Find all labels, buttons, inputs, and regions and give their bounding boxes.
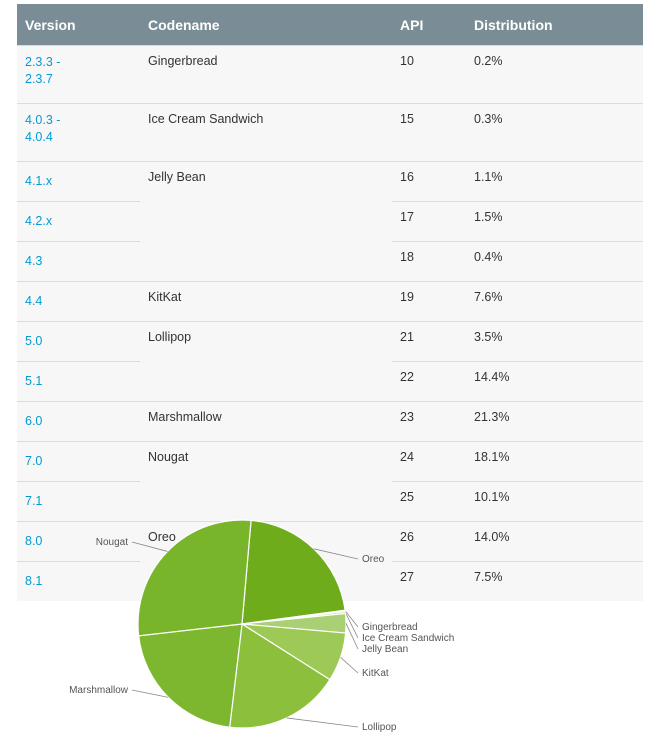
table-row — [17, 362, 643, 402]
api-level-cell: 25 — [392, 482, 466, 522]
version-link[interactable]: 5.0 — [17, 322, 140, 362]
api-level-cell: 21 — [392, 322, 466, 362]
leader-line — [346, 623, 358, 649]
distribution-cell: 0.4% — [466, 242, 643, 282]
codename-cell — [140, 362, 392, 402]
pie-label: Nougat — [95, 537, 128, 548]
version-link[interactable]: 7.0 — [17, 442, 140, 482]
distribution-cell: 3.5% — [466, 322, 643, 362]
distribution-cell: 1.1% — [466, 162, 643, 202]
version-link[interactable]: 4.2.x — [17, 202, 140, 242]
table-row — [17, 202, 643, 242]
version-link[interactable]: 7.1 — [17, 482, 140, 522]
table-row — [17, 104, 643, 162]
api-level-cell: 27 — [392, 562, 466, 602]
distribution-cell: 1.5% — [466, 202, 643, 242]
pie-label: Oreo — [362, 554, 385, 565]
header-api: API — [392, 4, 466, 46]
pie-slice-marshmallow — [139, 624, 242, 727]
distribution-cell: 0.3% — [466, 104, 643, 162]
codename-cell: KitKat — [140, 282, 392, 322]
api-level-cell: 24 — [392, 442, 466, 482]
table-row — [17, 322, 643, 362]
pie-label: Marshmallow — [69, 685, 128, 696]
api-level-cell: 19 — [392, 282, 466, 322]
leader-line — [341, 657, 358, 673]
table-row — [17, 442, 643, 482]
pie-label: Lollipop — [362, 722, 397, 733]
codename-cell — [140, 242, 392, 282]
pie-label: Ice Cream Sandwich — [362, 633, 455, 644]
api-level-cell: 16 — [392, 162, 466, 202]
codename-cell: Lollipop — [140, 322, 392, 362]
distribution-cell: 21.3% — [466, 402, 643, 442]
codename-cell: Ice Cream Sandwich — [140, 104, 392, 162]
version-link[interactable]: 2.3.3 - 2.3.7 — [17, 46, 140, 104]
header-codename: Codename — [140, 4, 392, 46]
distribution-cell: 0.2% — [466, 46, 643, 104]
pie-slice-oreo — [242, 520, 345, 624]
table-row — [17, 282, 643, 322]
version-link[interactable]: 4.4 — [17, 282, 140, 322]
distribution-cell: 18.1% — [466, 442, 643, 482]
table-row — [17, 46, 643, 104]
distribution-cell: 7.6% — [466, 282, 643, 322]
header-version: Version — [17, 4, 140, 46]
api-level-cell: 17 — [392, 202, 466, 242]
pie-label: Gingerbread — [362, 622, 418, 633]
header-distribution: Distribution — [466, 4, 643, 46]
version-link[interactable]: 4.0.3 - 4.0.4 — [17, 104, 140, 162]
codename-cell — [140, 202, 392, 242]
leader-line — [132, 542, 167, 551]
codename-cell: Nougat — [140, 442, 392, 482]
distribution-cell: 14.0% — [466, 522, 643, 562]
pie-label: Jelly Bean — [362, 644, 409, 655]
api-level-cell: 10 — [392, 46, 466, 104]
leader-line — [287, 718, 358, 727]
version-link[interactable]: 8.1 — [17, 562, 140, 602]
version-link[interactable]: 5.1 — [17, 362, 140, 402]
distribution-cell: 7.5% — [466, 562, 643, 602]
codename-cell: Oreo — [140, 522, 392, 562]
codename-cell: Gingerbread — [140, 46, 392, 104]
version-link[interactable]: 8.0 — [17, 522, 140, 562]
api-level-cell: 18 — [392, 242, 466, 282]
table-row — [17, 402, 643, 442]
table-row — [17, 162, 643, 202]
codename-cell: Jelly Bean — [140, 162, 392, 202]
pie-slice-nougat — [138, 520, 251, 636]
version-link[interactable]: 6.0 — [17, 402, 140, 442]
version-link[interactable]: 4.1.x — [17, 162, 140, 202]
pie-label: KitKat — [362, 668, 389, 679]
api-level-cell: 23 — [392, 402, 466, 442]
pie-chart — [0, 500, 661, 746]
api-level-cell: 22 — [392, 362, 466, 402]
api-level-cell: 26 — [392, 522, 466, 562]
api-level-cell: 15 — [392, 104, 466, 162]
distribution-cell: 10.1% — [466, 482, 643, 522]
codename-cell: Marshmallow — [140, 402, 392, 442]
distribution-cell: 14.4% — [466, 362, 643, 402]
table-row — [17, 242, 643, 282]
version-link[interactable]: 4.3 — [17, 242, 140, 282]
table-header-row — [17, 4, 643, 46]
